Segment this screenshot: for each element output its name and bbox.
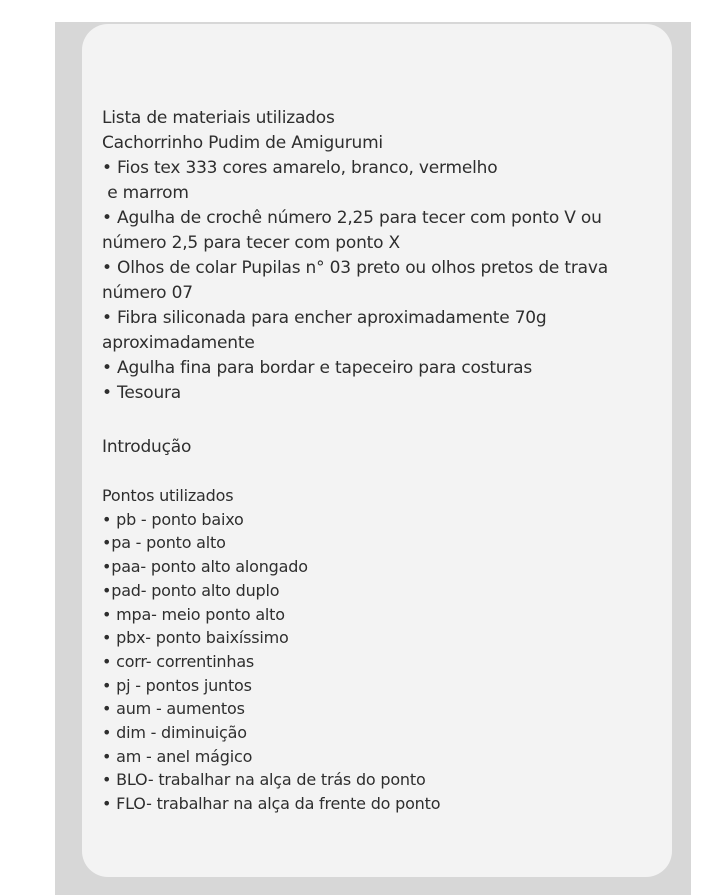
intro-heading: Introdução — [102, 437, 192, 457]
materials-line: • Fibra siliconada para encher aproximadamente 70g — [102, 308, 547, 328]
materials-heading: Lista de materiais utilizados — [102, 108, 335, 128]
materials-line: aproximadamente — [102, 333, 255, 353]
stitch-item: • pb - ponto baixo — [102, 509, 244, 529]
stitch-item: •pa - ponto alto — [102, 533, 226, 553]
stitch-item: • BLO- trabalhar na alça de trás do ponto — [102, 770, 426, 790]
stitch-item: • mpa- meio ponto alto — [102, 604, 285, 624]
stitch-item: • aum - aumentos — [102, 699, 245, 719]
materials-line: • Agulha de crochê número 2,25 para tecer com ponto V ou — [102, 208, 602, 228]
stitch-item: • dim - diminuição — [102, 723, 247, 743]
stitch-item: •pad- ponto alto duplo — [102, 580, 280, 600]
materials-line: número 2,5 para tecer com ponto X — [102, 233, 400, 253]
stitch-item: • am - anel mágico — [102, 746, 253, 766]
materials-line: • Fios tex 333 cores amarelo, branco, vermelho — [102, 158, 498, 178]
stitches-section — [102, 484, 662, 816]
stitch-item: • corr- correntinhas — [102, 651, 255, 671]
materials-line: número 07 — [102, 283, 193, 303]
stitches-heading: Pontos utilizados — [102, 486, 234, 505]
materials-line: • Agulha fina para bordar e tapeceiro para costuras — [102, 358, 533, 378]
materials-line: e marrom — [102, 183, 189, 203]
stitch-item: • pbx- ponto baixíssimo — [102, 628, 289, 648]
document-text — [102, 106, 662, 816]
materials-line: • Olhos de colar Pupilas n° 03 preto ou olhos pretos de trava — [102, 258, 608, 278]
materials-line: • Tesoura — [102, 383, 182, 403]
spacer — [102, 460, 662, 484]
stitch-item: • pj - pontos juntos — [102, 675, 252, 695]
stitch-item: • FLO- trabalhar na alça da frente do ponto — [102, 794, 441, 814]
spacer — [102, 406, 662, 435]
stitch-item: •paa- ponto alto alongado — [102, 557, 308, 577]
materials-subtitle: Cachorrinho Pudim de Amigurumi — [102, 133, 383, 153]
materials-section — [102, 106, 662, 406]
